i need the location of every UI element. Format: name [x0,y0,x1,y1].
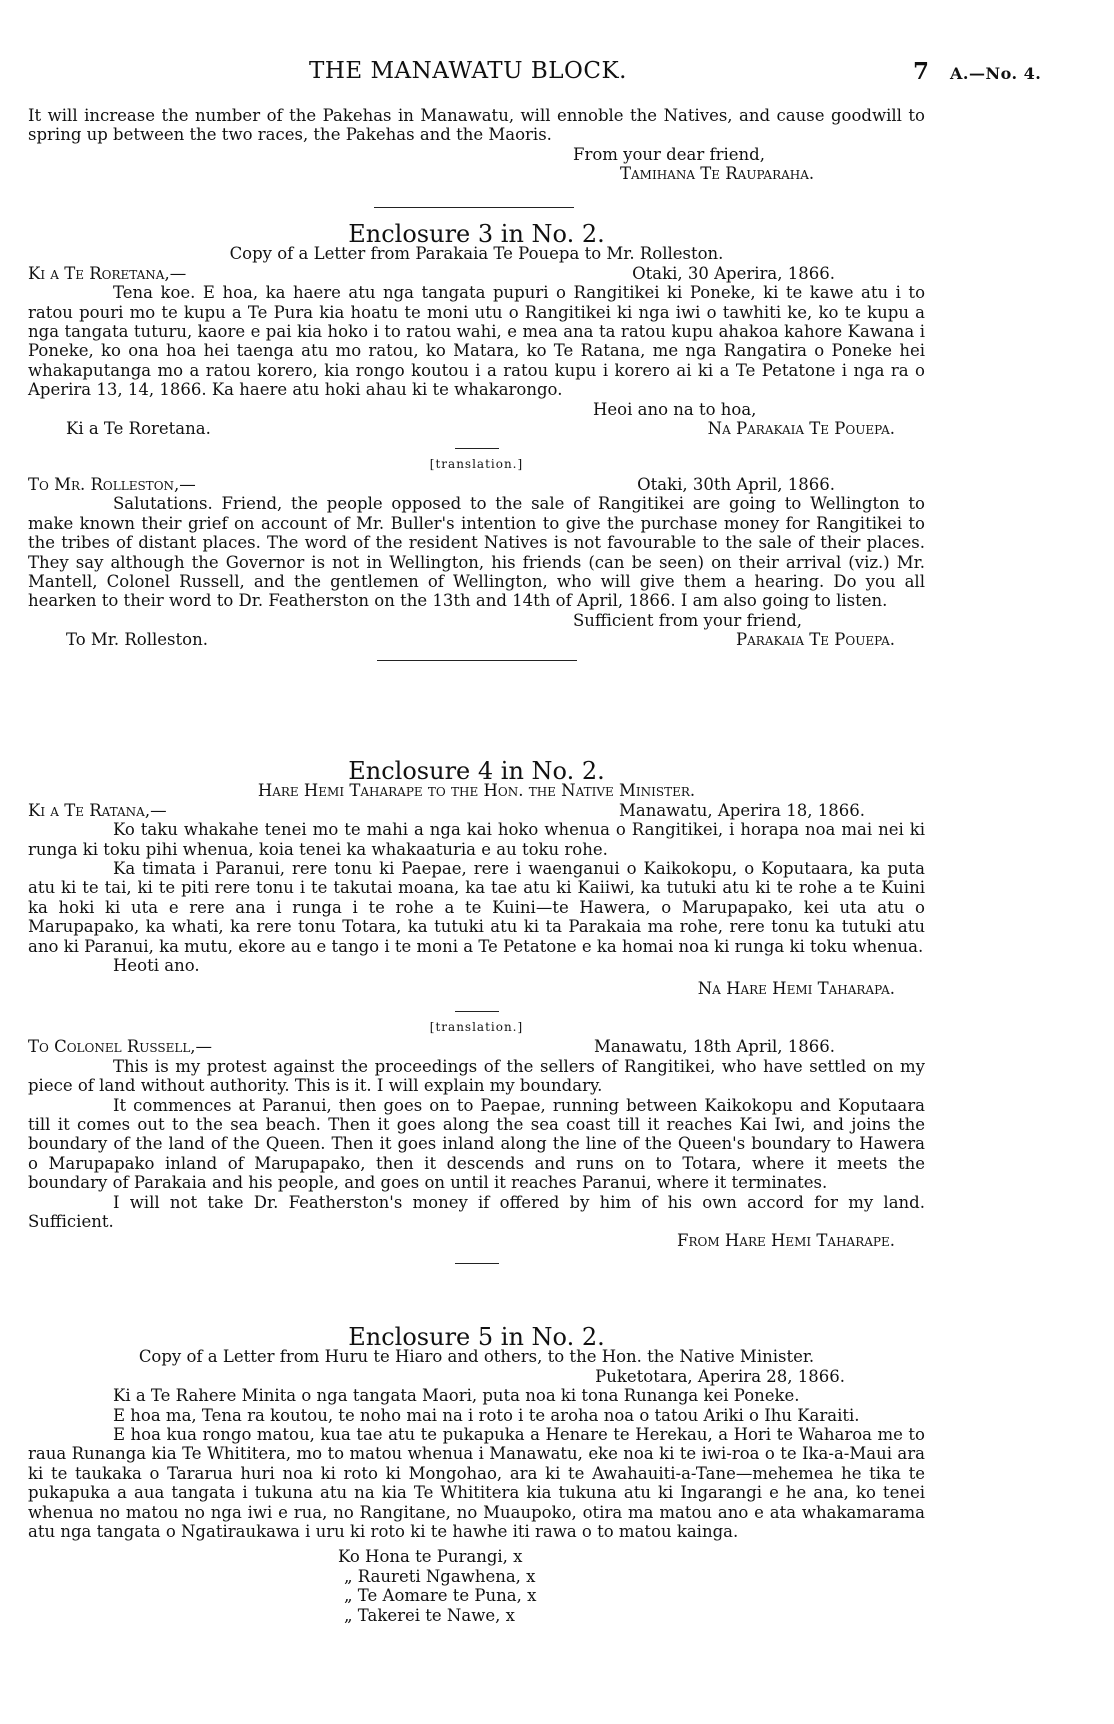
signature-line: „ Te Aomare te Puna, x [344,1586,537,1606]
enclosure-5-title: Enclosure 5 in No. 2. [348,1323,605,1351]
enclosure-3-title: Enclosure 3 in No. 2. [348,220,605,248]
section-divider [377,660,577,661]
enc3-english-signature: Parakaia Te Pouepa. [736,630,895,650]
enc3-english-place-date: Otaki, 30th April, 1866. [637,474,835,494]
running-title: THE MANAWATU BLOCK. [309,58,627,84]
enclosure-3-subtitle: Copy of a Letter from Parakaia Te Pouepa to Mr. Rolleston. [229,244,724,264]
enc4-maori-closing: Heoti ano. [113,956,200,976]
enc3-maori-closing: Heoi ano na to hoa, [593,399,757,419]
intro-closing: From your dear friend, [573,144,765,164]
enc4-maori-signature: Na Hare Hemi Taharapa. [697,979,895,999]
enc4-maori-addressee: Ki a Te Ratana,— [28,800,167,820]
enc4-english-addressee: To Colonel Russell,— [28,1037,213,1057]
short-divider [455,1011,499,1012]
short-divider [455,448,499,449]
translation-label: [translation.] [429,457,524,472]
enc5-para3: E hoa kua rongo matou, kua tae atu te pukapuka a Henare te Herekau, a Hori te Waharoa me to raua Runanga kia Te Whititera, mo to matou whenua i Manawatu, eke noa ki te iwi-roa o te Ika-a-Maui ara ki te taukaka o Tararua huri noa ki roto ki Mongohao, ara ki te Awahauiti-a-Tane—mehemea he tika te pukapuka a aua tangata i tukuna atu na kia Te Whititera kia tukuna atu ki Ingarangi e he ana, ko tenei whenua no matou no nga iwi e rua, no Rangitane, no Muaupoko, otira ma matou ano e ata whakamarama atu nga tangata o Ngatiraukawa i uru ki roto ki te hawhe iti rawa o to matou kainga. [28,1425,925,1542]
signature-line: „ Takerei te Nawe, x [344,1605,515,1625]
enc3-english-closing: Sufficient from your friend, [573,610,803,630]
enclosure-4 [28,757,925,1264]
signature-line: Ko Hona te Purangi, x [338,1547,523,1567]
intro-paragraph: It will increase the number of the Pakehas in Manawatu, will ennoble the Natives, and cause goodwill to spring up between the two races, the Pakehas and the Maoris. [28,106,925,145]
enc4-english-para3: I will not take Dr. Featherston's money if offered by him of his own accord for my land. Sufficient. [28,1192,925,1231]
enc4-english-para1: This is my protest against the proceedings of the sellers of Rangitikei, who have settled on my piece of land without authority. This is it. I will explain my boundary. [28,1056,925,1096]
signature-line: „ Raureti Ngawhena, x [344,1566,536,1586]
enc4-maori-place-date: Manawatu, Aperira 18, 1866. [618,800,865,820]
section-divider [374,207,574,208]
enclosure-4-subtitle: Hare Hemi Taharape to the Hon. the Native Minister. [257,781,696,801]
document-reference: A.—No. 4. [950,64,1042,83]
translation-label: [translation.] [429,1019,524,1034]
enc4-english-para2: It commences at Paranui, then goes on to Paepae, running between Kaikokopu and Koputaara till it comes out to the sea beach. Then it goes along the sea coast till it reaches Kai Iwi, and joins the boundary of the land of the Queen. Then it goes inland along the line of the Queen's boundary to Hawera o Marupapako inland of Marupapako, then it descends and runs on to Totara, where it meets the boundary of Parakaia and his people, and goes on until it reaches Paranui, where it terminates. [28,1095,925,1193]
enc3-english-body: Salutations. Friend, the people opposed to the sale of Rangitikei are going to Wellington to make known their grief on account of Mr. Buller's intention to give the purchase money for Rangitikei to the tribes of distant places. The word of the resident Natives is not favourable to the sale of their places. They say although the Governor is not in Wellington, his friends (can be seen) on their arrival (viz.) Mr. Mantell, Colonel Russell, and the gentlemen of Wellington, who will give them a hearing. Do you all hearken to their word to Dr. Featherston on the 13th and 14th of April, 1866. I am also going to listen. [28,494,925,611]
enc5-place-date: Puketotara, Aperira 28, 1866. [595,1366,845,1386]
enc5-para2: E hoa ma, Tena ra koutou, te noho mai na i roto i te aroha noa o tatou Ariki o Ihu Karaiti. [113,1405,860,1425]
enc4-maori-para2: Ka timata i Paranui, rere tonu ki Paepae, rere i waenganui o Kaikokopu, o Koputaara, ka puta atu ki te tai, ki te piti rere tonu i te takutai moana, ka tae atu ki Kaiiwi, ka tutuki atu ki te rohe a te Kuini ka hoki ki uta e rere ana i runga i te rohe a te Kuini—te Hawera, o Marupapako, kei uta atu o Marupapako, ka whati, ka rere tonu Totara, ka tutuki atu ki ta Parakaia ma rohe, rere tonu ka tutuki atu ano ki Paranui, ka mutu, ekore au e tango i te moni a Te Petatone e ka homai noa ki runga ki toku whenua. [28,859,925,956]
enc4-english-place-date: Manawatu, 18th April, 1866. [593,1037,835,1057]
page-number: 7 [913,58,930,85]
enc3-english-footer: To Mr. Rolleston. [66,630,208,650]
enclosure-5-subtitle: Copy of a Letter from Huru te Hiaro and others, to the Hon. the Native Minister. [138,1347,815,1367]
enc5-signature-list [338,1547,925,1625]
enc3-maori-addressee: Ki a Te Roretana,— [28,263,187,283]
enc3-maori-body: Tena koe. E hoa, ka haere atu nga tangata pupuri o Rangitikei ki Poneke, ki te kawe atu i to ratou pouri mo te kupu a Te Pura kia hoatu te moni utu o Rangitikei ki nga iwi o tawhiti ke, ko te kupu a nga tangata tuturu, kaore e pai kia hoko i to ratou wahi, e mea ana ta ratou kupu ahakoa kahore Kawana i Poneke, ko ona hoa hei taenga atu mo ratou, ko Matara, ko Te Ratana, me nga Rangatira o Poneke hei whakaputanga mo a ratou korero, kia rongo koutou i a ratou kupu i korero ai ki a Te Petatone i nga ra o Aperira 13, 14, 1866. Ka haere atu hoki ahau ki te whakarongo. [28,283,925,400]
enc3-maori-signature: Na Parakaia Te Pouepa. [707,419,895,439]
enc4-maori-para1: Ko taku whakahe tenei mo te mahi a nga kai hoko whenua o Rangitikei, i horapa noa mai nei ki runga ki toku pihi whenua, koia tenei ka whakaaturia e au toku rohe. [28,820,925,859]
enc3-english-addressee: To Mr. Rolleston,— [28,474,196,494]
short-divider [455,1263,499,1264]
intro-section [28,106,925,184]
enc5-para1: Ki a Te Rahere Minita o nga tangata Maori, puta noa ki tona Runanga kei Poneke. [113,1386,800,1406]
enc3-maori-footer: Ki a Te Roretana. [66,419,211,439]
enclosure-3 [28,220,925,661]
intro-signature: Tamihana Te Rauparaha. [620,164,815,184]
enclosure-5 [28,1323,925,1625]
enc3-maori-place-date: Otaki, 30 Aperira, 1866. [632,263,835,283]
enc4-english-signature: From Hare Hemi Taharape. [677,1231,895,1251]
enclosure-4-title: Enclosure 4 in No. 2. [348,757,605,785]
